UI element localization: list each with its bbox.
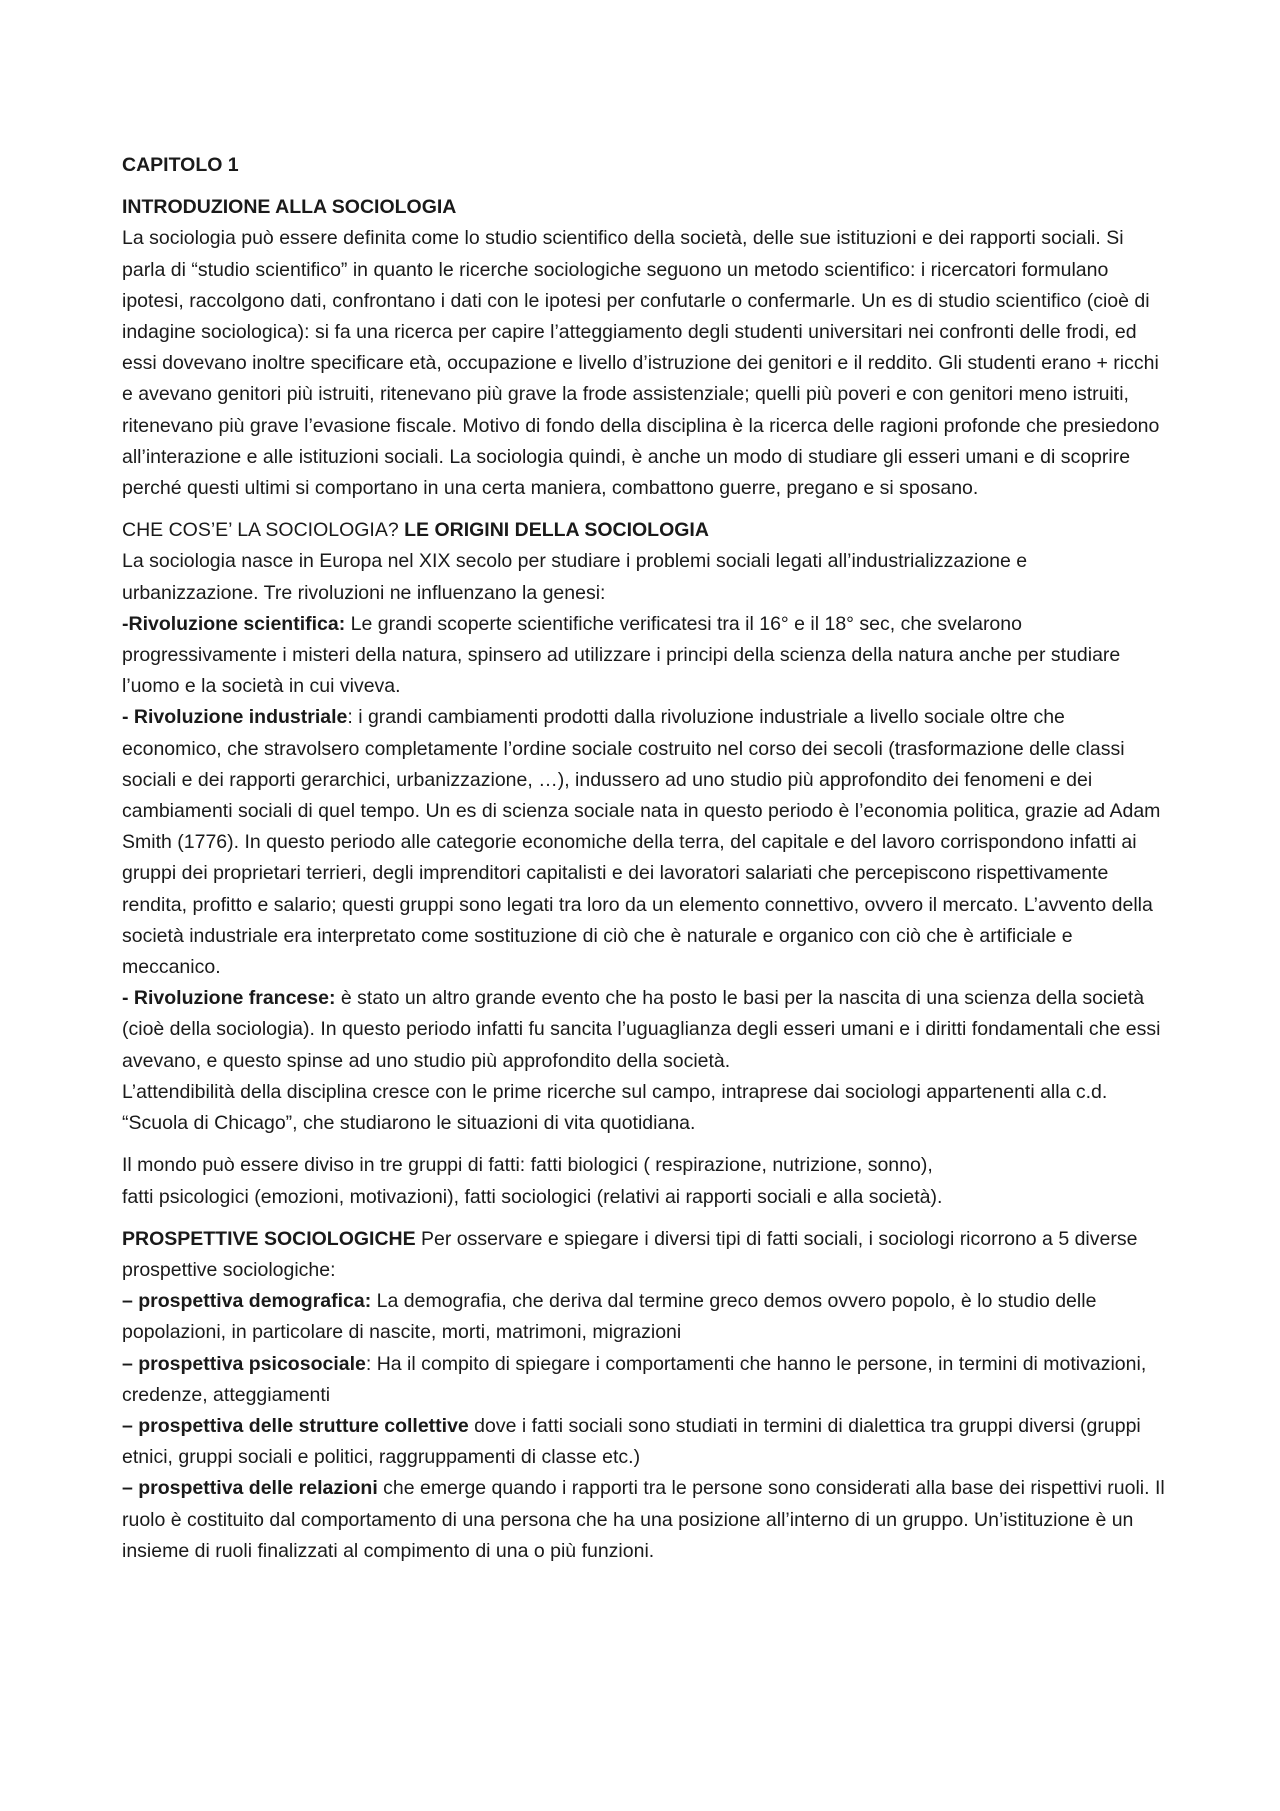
intro-section [122,192,1167,504]
revolution-item-scientific [122,609,1167,703]
origins-question: CHE COS’E’ LA SOCIOLOGIA? [122,519,405,542]
chapter-title: CAPITOLO 1 [122,154,239,176]
perspectives-intro-line [122,1224,1167,1286]
facts-line: fatti psicologici (emozioni, motivazioni), fatti sociologici (relativi ai rapporti sociali e alla società). [122,1185,943,1208]
facts-line: Il mondo può essere diviso in tre gruppi di fatti: fatti biologici ( respirazione, nutrizione, sonno), [122,1154,933,1177]
origins-section [122,515,1167,1139]
perspective-text: che emerge quando i rapporti tra le persone sono considerati alla base dei rispettivi ruoli. Il ruolo è costituito dal comportamento di una persona che ha una posizione all’interno di un gruppo. Un’istituzione è un insieme di ruoli finalizzati al compimento di una o più funzioni. [122,1477,1165,1562]
perspective-item-psychosocial [122,1349,1167,1411]
revolution-item-french [122,983,1167,1077]
perspective-label: – prospettiva demografica: [122,1290,372,1313]
revolution-text: è stato un altro grande evento che ha posto le basi per la nascita di una scienza della società (cioè della sociologia). In questo periodo infatti fu sancita l’uguaglianza degli esseri umani e i diritti fondamentali che essi avevano, e questo spinse ad uno studio più approfondito della società. [122,987,1161,1072]
facts-section [122,1150,1167,1212]
origins-heading: LE ORIGINI DELLA SOCIOLOGIA [404,519,709,542]
perspectives-intro: Per osservare e spiegare i diversi tipi di fatti sociali, i sociologi ricorrono a 5 diverse prospettive sociologiche: [122,1227,1138,1281]
revolution-label: -Rivoluzione scientifica: [122,612,346,635]
perspectives-heading: PROSPETTIVE SOCIOLOGICHE [122,1227,416,1250]
perspective-text: dove i fatti sociali sono studiati in termini di dialettica tra gruppi diversi (gruppi etnici, gruppi sociali e politici, raggruppamenti di classe etc.) [122,1414,1141,1469]
perspective-text: La demografia, che deriva dal termine greco demos ovvero popolo, è lo studio delle popolazioni, in particolare di nascite, morti, matrimoni, migrazioni [122,1290,1097,1344]
intro-paragraph: La sociologia può essere definita come lo studio scientifico della società, delle sue istituzioni e dei rapporti sociali. Si parla di “studio scientifico” in quanto le ricerche sociologiche seguono un metodo scientifico: i ricercatori formulano ipotesi, raccolgono dati, confrontano i dati con le ipotesi per confutarle o confermarle. Un es di studio scientifico (cioè di indagine sociologica): si fa una ricerca per capire l’atteggiamento degli studenti universitari nei confronti delle frodi, ed essi dovevano inoltre specificare età, occupazione e livello d’istruzione dei genitori e il reddito. Gli studenti erano + ricchi e avevano genitori più istruiti, ritenevano più grave la frode assistenziale; quelli più poveri e con genitori meno istruiti, ritenevano più grave l’evasione fiscale. Motivo di fondo della disciplina è la ricerca delle ragioni profonde che presiedono all’interazione e alle istituzioni sociali. La sociologia quindi, è anche un modo di studiare gli esseri umani e di scoprire perché questi ultimi si comportano in una certa maniera, combattono guerre, pregano e si sposano. [122,227,1160,500]
revolution-label: - Rivoluzione industriale [122,706,348,729]
perspectives-section [122,1224,1167,1567]
perspective-text: : Ha il compito di spiegare i comportamenti che hanno le persone, in termini di motivazioni, credenze, atteggiamenti [122,1352,1147,1406]
perspective-label: – prospettiva psicosociale [122,1352,366,1375]
revolution-item-industrial [122,702,1167,983]
perspective-item-collective-structures [122,1411,1167,1473]
perspective-label: – prospettiva delle strutture collettive [122,1414,469,1437]
intro-heading: INTRODUZIONE ALLA SOCIOLOGIA [122,196,457,219]
perspective-item-relations [122,1473,1167,1567]
revolution-text: : i grandi cambiamenti prodotti dalla rivoluzione industriale a livello sociale oltre che economico, che stravolsero completamente l’ordine sociale costruito nel corso dei secoli (trasformazione delle classi sociali e dei rapporti gerarchici, urbanizzazione, …), indussero ad uno studio più approfondito dei fenomeni e dei cambiamenti sociali di quel tempo. Un es di scienza sociale nata in questo periodo è l’economia politica, grazie ad Adam Smith (1776). In questo periodo alle categorie economiche della terra, del capitale e del lavoro corrispondono infatti ai gruppi dei proprietari terrieri, degli imprenditori capitalisti e dei lavoratori salariati che percepiscono rispettivamente rendita, profitto e salario; questi gruppi sono legati tra loro da un elemento connettivo, ovvero il mercato. L’avvento della società industriale era interpretato come sostituzione di ciò che è naturale e organico con ciò che è artificiale e meccanico. [122,706,1161,979]
origins-intro: La sociologia nasce in Europa nel XIX secolo per studiare i problemi sociali legati all’industrializzazione e urbanizzazione. Tre rivoluzioni ne influenzano la genesi: [122,550,1028,604]
origins-heading-line [122,515,1167,546]
origins-closing: L’attendibilità della disciplina cresce con le prime ricerche sul campo, intraprese dai sociologi appartenenti alla c.d. “Scuola di Chicago”, che studiarono le situazioni di vita quotidiana. [122,1080,1108,1135]
perspective-label: – prospettiva delle relazioni [122,1477,378,1500]
revolution-text: Le grandi scoperte scientifiche verificatesi tra il 16° e il 18° sec, che svelarono progressivamente i misteri della natura, spinsero ad utilizzare i principi della scienza della natura anche per studiare l’uomo e la società in cui viveva. [122,612,1121,698]
revolution-label: - Rivoluzione francese: [122,987,336,1010]
document-content [122,150,1167,1578]
perspective-item-demographic [122,1286,1167,1348]
